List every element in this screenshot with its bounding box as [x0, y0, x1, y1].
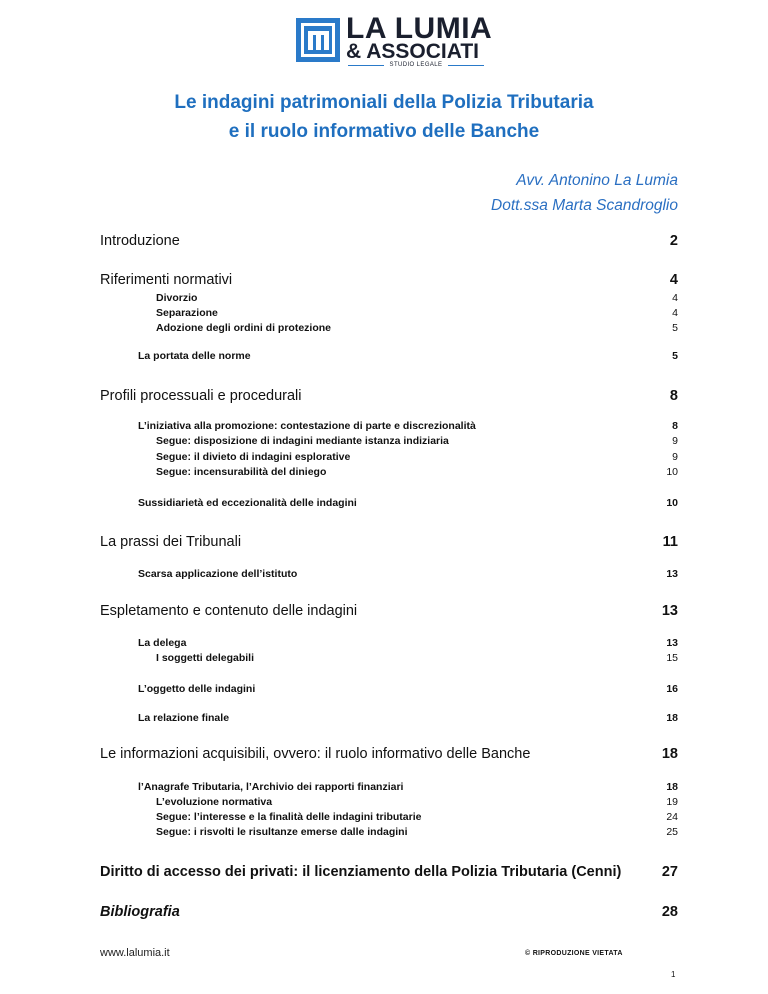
toc-entry-title: L’iniziativa alla promozione: contestazione di parte e discrezionalità: [138, 420, 476, 432]
toc-entry-title: Divorzio: [156, 292, 198, 304]
toc-entry-page: 18: [661, 746, 678, 762]
toc-entry-page: 27: [661, 864, 678, 880]
toc-entry-title: Segue: l’interesse e la finalità delle indagini tributarie: [156, 811, 422, 823]
toc-entry-page: 25: [666, 826, 678, 838]
toc-entry-page: 4: [669, 272, 678, 288]
toc-entry-title: La portata delle norme: [138, 350, 251, 362]
firm-logo: [296, 12, 493, 70]
toc-entry-page: 2: [669, 233, 678, 249]
toc-entry-page: 5: [672, 322, 678, 334]
toc-entry-title: Segue: i risvolti le risultanze emerse dalle indagini: [156, 826, 408, 838]
footer-copyright-notice: © RIPRODUZIONE VIETATA: [525, 950, 623, 957]
toc-entry-title: Segue: disposizione di indagini mediante istanza indiziaria: [156, 435, 449, 447]
toc-entry-page: 18: [666, 712, 678, 724]
document-title-line-2: e il ruolo informativo delle Banche: [228, 121, 540, 142]
toc-entry-title: Separazione: [156, 307, 218, 319]
toc-entry-title: I soggetti delegabili: [156, 652, 255, 664]
toc-entry-page: 10: [666, 466, 678, 478]
toc-entry-page: 8: [672, 420, 678, 432]
toc-entry-title: Profili processuali e procedurali: [100, 388, 302, 404]
toc-entry-title: La relazione finale: [138, 712, 230, 724]
toc-entry-page: 9: [672, 435, 678, 447]
toc-entry-title: Sussidiarietà ed eccezionalità delle indagini: [138, 497, 357, 509]
logo-mark-icon: [296, 18, 340, 62]
toc-entry-page: 13: [666, 568, 678, 580]
toc-entry-title: Adozione degli ordini di protezione: [156, 322, 331, 334]
toc-entry-page: 18: [666, 781, 678, 793]
toc-entry-title: Diritto di accesso dei privati: il licenziamento della Polizia Tributaria (Cenni): [100, 864, 622, 880]
document-title-line-1: Le indagini patrimoniali della Polizia Tributaria: [174, 92, 594, 113]
toc-entry-page: 10: [666, 497, 678, 509]
toc-entry-title: Introduzione: [100, 233, 180, 249]
toc-entry-title: Riferimenti normativi: [100, 272, 233, 288]
toc-entry-page: 4: [672, 307, 678, 319]
page-number: 1: [671, 970, 676, 979]
toc-entry-title: Scarsa applicazione dell’istituto: [138, 568, 298, 580]
toc-entry-page: 28: [661, 904, 678, 920]
toc-entry-title: La prassi dei Tribunali: [100, 534, 242, 550]
toc-entry-title: Le informazioni acquisibili, ovvero: il ruolo informativo delle Banche: [100, 746, 531, 762]
toc-entry-title: La delega: [138, 637, 187, 649]
toc-entry-title: l’Anagrafe Tributaria, l’Archivio dei rapporti finanziari: [138, 781, 404, 793]
toc-entry-page: 8: [669, 388, 678, 404]
toc-entry-page: 5: [672, 350, 678, 362]
toc-entry-page: 24: [666, 811, 678, 823]
toc-entry-page: 13: [661, 603, 678, 619]
toc-entry-page: 16: [666, 683, 678, 695]
toc-entry-title: L’oggetto delle indagini: [138, 683, 256, 695]
toc-entry-page: 4: [672, 292, 678, 304]
toc-entry-page: 15: [666, 652, 678, 664]
toc-entry-page: 11: [662, 534, 678, 550]
footer-website-link[interactable]: www.lalumia.it: [100, 947, 170, 959]
toc-entry-title: Segue: incensurabilità del diniego: [156, 466, 327, 478]
toc-entry-page: 9: [672, 451, 678, 463]
logo-tagline: STUDIO LEGALE: [348, 62, 484, 68]
toc-entry-title: L’evoluzione normativa: [156, 796, 273, 808]
toc-entry-page: 19: [666, 796, 678, 808]
author-2: Dott.ssa Marta Scandroglio: [491, 197, 678, 214]
author-1: Avv. Antonino La Lumia: [516, 172, 678, 189]
toc-entry-title: Segue: il divieto di indagini esplorative: [156, 451, 351, 463]
toc-entry-title: Espletamento e contenuto delle indagini: [100, 603, 358, 619]
logo-line-1: LA LUMIA: [346, 12, 493, 45]
logo-line-2: & ASSOCIATI: [346, 40, 480, 63]
toc-entry-page: 13: [666, 637, 678, 649]
toc-entry-title: Bibliografia: [100, 904, 180, 920]
